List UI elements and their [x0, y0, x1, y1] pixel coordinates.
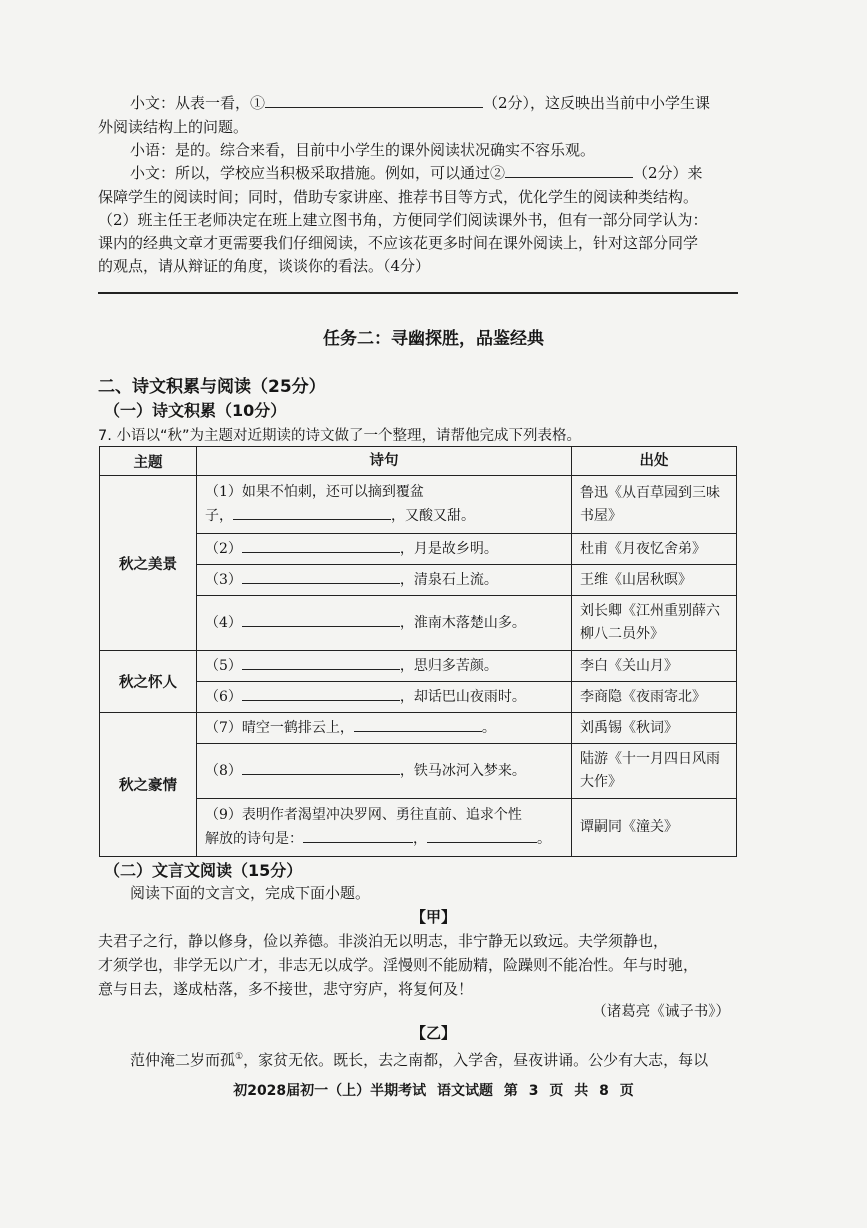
verse-cell: （5） ，思归多苦颜。: [197, 651, 572, 682]
reading-instruction: 阅读下面的文言文，完成下面小题。: [130, 884, 371, 902]
source-cell: 王维《山居秋暝》: [572, 565, 737, 596]
passage-yi-line-1: 范仲淹二岁而孤①，家贫无依。既长，去之南都，入学舍，昼夜讲诵。公少有大志，每以: [130, 1051, 709, 1069]
answer-blank[interactable]: [242, 685, 400, 701]
source-cell: 刘禹锡《秋词》: [572, 713, 737, 744]
question-2-line-1: （2）班主任王老师决定在班上建立图书角，方便同学们阅读课外书，但有一部分同学认为：: [98, 211, 708, 229]
verse-cell: （3） ，清泉石上流。: [197, 565, 572, 596]
answer-blank[interactable]: [242, 654, 400, 670]
verse-cell: （6） ，却话巴山夜雨时。: [197, 682, 572, 713]
question-2-line-3: 的观点，请从辩证的角度，谈谈你的看法。（4分）: [98, 257, 431, 275]
theme-scenery: 秋之美景: [100, 476, 197, 651]
answer-blank[interactable]: [354, 716, 482, 732]
passage-jia-line-2: 才须学也，非学无以广才，非志无以成学。淫慢则不能励精，险躁则不能冶性。年与时驰，: [98, 956, 699, 974]
source-cell: 谭嗣同《潼关》: [572, 799, 737, 857]
verse-cell: （1）如果不怕刺，还可以摘到覆盆 子， ，又酸又甜。: [197, 476, 572, 534]
poetry-table: [99, 446, 737, 857]
subsection-heading-poetry: （一）诗文积累（10分）: [104, 401, 287, 420]
table-row: [100, 651, 737, 682]
answer-blank[interactable]: [242, 537, 400, 553]
answer-blank-2[interactable]: [505, 162, 633, 178]
dialogue-line-2: 外阅读结构上的问题。: [98, 118, 249, 136]
section-heading: 二、诗文积累与阅读（25分）: [98, 377, 326, 397]
source-cell: 刘长卿《江州重别薛六柳八二员外》: [572, 596, 737, 651]
footnote-marker: ①: [235, 1052, 244, 1062]
passage-jia-line-1: 夫君子之行，静以修身，俭以养德。非淡泊无以明志，非宁静无以致远。夫学须静也，: [98, 932, 669, 950]
passage-jia-line-3: 意与日去，遂成枯落，多不接世，悲守穷庐，将复何及！: [98, 980, 474, 998]
dialogue-line-5: 保障学生的阅读时间；同时，借助专家讲座、推荐书目等方式，优化学生的阅读种类结构。: [98, 188, 699, 206]
passage-label-yi: 【乙】: [410, 1024, 456, 1042]
answer-blank[interactable]: [427, 827, 537, 843]
source-cell: 李白《关山月》: [572, 651, 737, 682]
verse-cell: （4） ，淮南木落楚山多。: [197, 596, 572, 651]
answer-blank-1[interactable]: [265, 92, 483, 108]
passage-label-jia: 【甲】: [410, 908, 456, 926]
theme-longing: 秋之怀人: [100, 651, 197, 713]
source-cell: 杜甫《月夜忆舍弟》: [572, 534, 737, 565]
verse-cell: （2） ，月是故乡明。: [197, 534, 572, 565]
table-row: [100, 476, 737, 534]
verse-cell: （7）晴空一鹤排云上， 。: [197, 713, 572, 744]
answer-rule-line: [98, 292, 738, 294]
header-theme: 主题: [100, 447, 197, 476]
table-header-row: [100, 447, 737, 476]
dialogue-line-1: 小文：从表一看，① （2分），这反映出当前中小学生课: [130, 94, 711, 112]
answer-blank[interactable]: [233, 504, 391, 520]
answer-blank[interactable]: [242, 759, 400, 775]
verse-cell: （8） ，铁马冰河入梦来。: [197, 744, 572, 799]
subsection-heading-classical: （二）文言文阅读（15分）: [104, 861, 303, 880]
answer-blank[interactable]: [303, 827, 413, 843]
answer-blank[interactable]: [242, 611, 400, 627]
question-2-line-2: 课内的经典文章才更需要我们仔细阅读，不应该花更多时间在课外阅读上，针对这部分同学: [98, 234, 699, 252]
task-title: 任务二：寻幽探胜，品鉴经典: [323, 329, 544, 349]
theme-heroism: 秋之豪情: [100, 713, 197, 857]
source-cell: 陆游《十一月四日风雨大作》: [572, 744, 737, 799]
dialogue-line-4: 小文：所以，学校应当积极采取措施。例如，可以通过② （2分）来: [130, 164, 703, 182]
table-row: [100, 713, 737, 744]
source-cell: 李商隐《夜雨寄北》: [572, 682, 737, 713]
dialogue-line-3: 小语：是的。综合来看，目前中小学生的课外阅读状况确实不容乐观。: [130, 141, 596, 159]
question-7: 7. 小语以“秋”为主题对近期读的诗文做了一个整理，请帮他完成下列表格。: [98, 428, 581, 444]
answer-blank[interactable]: [242, 568, 400, 584]
passage-jia-source: （诸葛亮《诫子书》）: [592, 1004, 730, 1020]
source-cell: 鲁迅《从百草园到三味书屋》: [572, 476, 737, 534]
verse-cell: （9）表明作者渴望冲决罗网、勇往直前、追求个性 解放的诗句是： ， 。: [197, 799, 572, 857]
page-footer: 初2028届初一（上）半期考试 语文试题 第 3 页 共 8 页: [233, 1083, 634, 1099]
header-verse: 诗句: [197, 447, 572, 476]
header-source: 出处: [572, 447, 737, 476]
